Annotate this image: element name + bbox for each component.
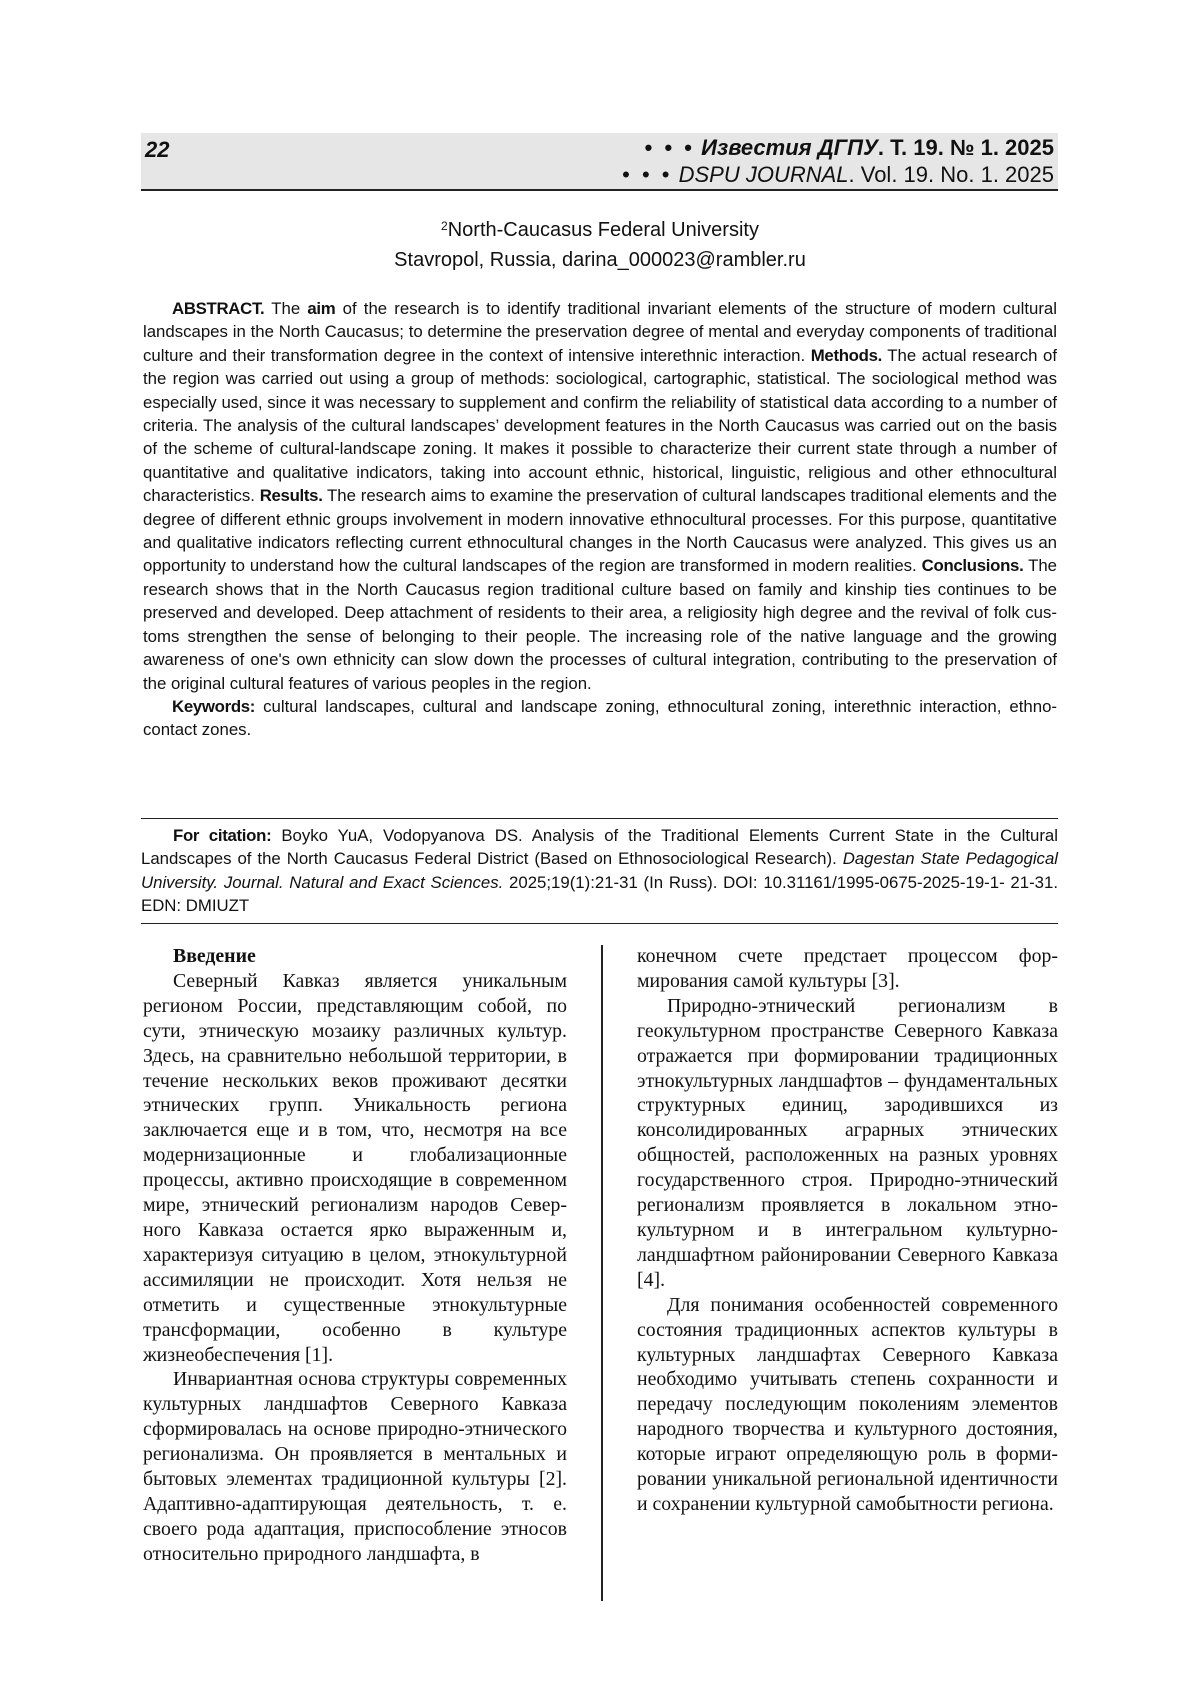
citation-text — [141, 824, 1058, 918]
citation-label: For citation: — [173, 826, 271, 845]
body-column-left — [143, 944, 567, 1567]
header-dots-ru: • • • — [645, 135, 695, 160]
body-paragraph: Для понимания особенностей совре­менного состояния традиционных аспек­тов культуры в культурных ландшафтах Северного Кавказа необходимо учитывать степень сохранности и передачу последую­щим поколениям элементов народного творчества и культурного достояния, кото­рые играют определяющую роль в форми­ровании уникальной региональной иден­тичности и сохранении культурной само­бытности региона. — [637, 1293, 1058, 1517]
results-label: Results. — [260, 486, 323, 505]
body-column-right — [637, 944, 1058, 1517]
journal-title-ru — [645, 135, 1054, 161]
journal-title-en — [622, 162, 1054, 188]
abstract-text: The actual research of the region was carried out using a group of methods: sociological, cartographic, statistical. The sociological method was especially used, since it was necessary to supplement and confirm the reliability of statistical data according to a number of criteria. The analysis of the cultural landscapes’ development features in the North Caucasus was carried out on the basis of the scheme of cultural-landscape zoning. It makes it possible to characterize their current state through a number of quan­titative and qualitative indicators, taking into account ethnic, historical, linguistic, religious and other eth­nocultural characteristics. — [143, 346, 1057, 505]
abstract-text: of the research is to identify traditional invariant elements of the structure of modern cultural landscapes in the North Caucasus; to determine the preservation degree of mental and everyday components of traditional culture and their transformation degree in the context of intensive interethnic in­teraction. — [143, 299, 1057, 365]
citation-journal: Dagestan State Pedagogical University. Journal. Natural and Exact Sciences. — [141, 849, 1058, 891]
aim-label: aim — [307, 299, 335, 318]
affiliation-line-2: Stavropol, Russia, darina_000023@rambler.ru — [0, 249, 1200, 272]
column-divider — [601, 945, 603, 1601]
header-dots-en: • • • — [622, 162, 672, 187]
keywords-text: cultural landscapes, cultural and landscape zoning, ethnocultural zoning, interethnic interac­tion, ethno-contact zones. — [143, 697, 1057, 739]
journal-name-ru: Известия ДГПУ — [701, 135, 878, 160]
conclusions-label: Conclusions. — [922, 556, 1024, 575]
abstract-text: The research aims to examine the preservation of cultural landscapes traditional elements and the degree of different ethnic groups involvement in modern innovative ethnocul­tural processes. For this purpose, quantitative and qualitative indicators reflecting current ethnocultural changes in the North Caucasus were analyzed. This gives us an opportunity to understand how the cultural landscapes of the region are transformed in modern realities. — [143, 486, 1057, 575]
running-header — [141, 133, 1058, 191]
abstract-paragraph — [143, 297, 1057, 695]
journal-issue-en: . Vol. 19. No. 1. 2025 — [849, 162, 1054, 187]
keywords-label: Keywords: — [172, 697, 255, 716]
body-paragraph: Инвариантная основа структуры совре­менных культурных ландшафтов Северного Кавказа сформировалась на основе при­родно-этнического регионализма. Он про­является в ментальных и бытовых элементах традиционной культуры [2]. Адаптивно-адаптирующая деятельность, т. е. своего рода адаптация, приспособление этносов от­носительно природного ландшафта, в — [143, 1367, 567, 1566]
journal-issue-ru: . Т. 19. № 1. 2025 — [878, 135, 1054, 160]
page-number: 22 — [145, 137, 169, 163]
abstract-label: ABSTRACT. — [172, 299, 264, 318]
affiliation-line-1 — [0, 219, 1200, 242]
methods-label: Methods. — [811, 346, 882, 365]
citation-part: 2025;19(1):21-31 (In Russ). DOI: 10.31161/1995-0675-2025-19-1- 21-31. EDN: DMIUZT — [141, 873, 1058, 915]
citation-part: Boyko YuA, Vodopyanova DS. Analysis of the Traditional Elements Current State in the Cultural Landscapes of the North Caucasus Federal District (Based on Ethnosociological Research). — [141, 826, 1058, 868]
citation-box — [141, 818, 1058, 924]
body-paragraph: конечном счете предстает процессом фор­мирования самой культуры [3]. — [637, 944, 1058, 994]
body-paragraph: Северный Кавказ является уникальным регионом России, представляющим собой, по сути, этническую мозаику различных культур. Здесь, на сравнительно неболь­шой территории, в течение нескольких ве­ков проживают десятки этнических групп. Уникальность региона заключается еще и в том, что, несмотря на все модернизацион­ные и глобализационные процессы, ак­тивно происходящие в современном мире, этнический регионализм народов Север­ного Кавказа остается ярко выраженным и, характеризуя ситуацию в целом, этнокуль­турной ассимиляции не происходит. Хотя нельзя не отметить и существенные этно­культурные трансформации, особенно в культуре жизнеобеспечения [1]. — [143, 969, 567, 1368]
abstract-text: The research shows that in the North Caucasus region traditional culture based on family and kinship ties continues to be preserved and developed. Deep attachment of residents to their area, a religiosity high degree and the revival of folk cus­toms strengthen the sense of belonging to their people. The increasing role of the native language and the growing awareness of one's own ethnicity can slow down the processes of cultural integration, contributing to the preservation of the original cultural features of various peoples in the region. — [143, 556, 1057, 692]
journal-name-en: DSPU JOURNAL — [679, 162, 849, 187]
keywords — [143, 695, 1057, 742]
abstract-text: The — [264, 299, 307, 318]
affiliation-university: North-Caucasus Federal University — [448, 219, 759, 241]
body-paragraph: Природно-этнический регионализм в геокультурном пространстве Северного Кавказа отражается при формировании традиционных этнокультурных ландшаф­тов – фундаментальных структурных еди­ниц, зародившихся из консолидированных аграрных этнических общностей, располо­женных на разных уровнях государствен­ного строя. Природно-этнический регио­нализм проявляется в локальном этно­культурном и в интегральном культурно-ландшафтном районировании Северного Кавказа [4]. — [637, 994, 1058, 1293]
section-heading: Введение — [143, 944, 567, 969]
abstract — [143, 297, 1057, 742]
affiliation-sup: 2 — [441, 219, 448, 233]
